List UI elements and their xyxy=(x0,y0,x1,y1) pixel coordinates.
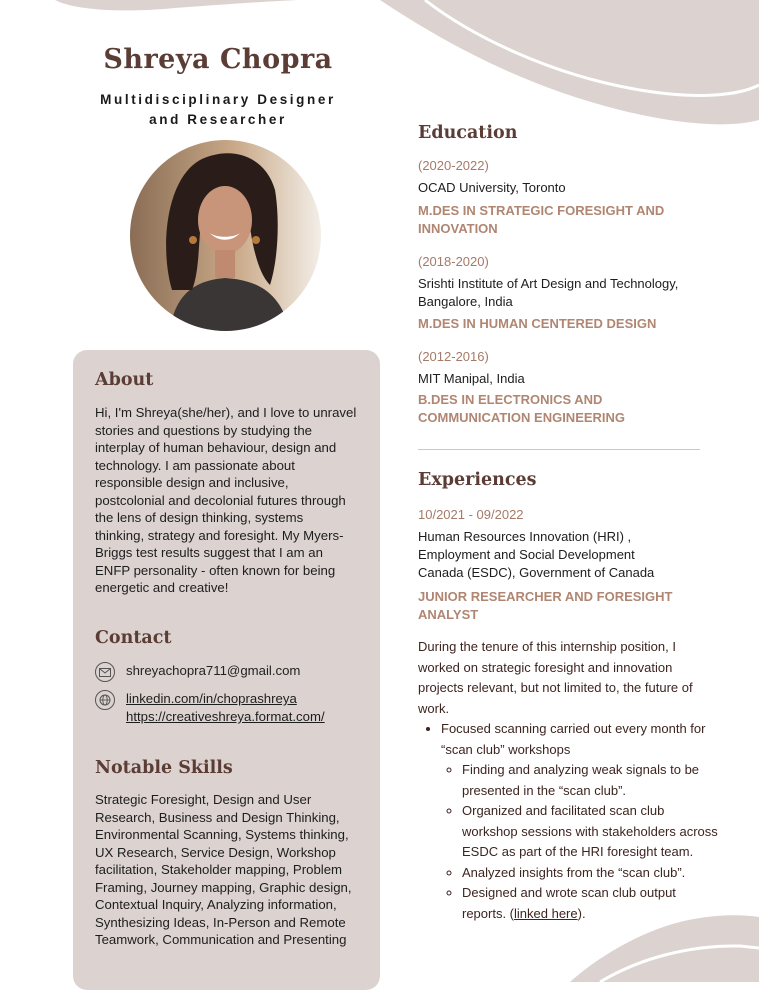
skills-line: Research, Business and Design Thinking, xyxy=(95,809,340,825)
education-heading: Education xyxy=(418,123,518,143)
degree-line: B.DES IN ELECTRONICS AND xyxy=(418,392,603,407)
education-degree: M.DES IN HUMAN CENTERED DESIGN xyxy=(418,316,657,331)
candidate-name: Shreya Chopra xyxy=(103,44,333,75)
skills-line: facilitation, Stakeholder mapping, Problem xyxy=(95,862,343,877)
about-line: Briggs test results suggest that I am an xyxy=(95,545,323,560)
skills-line: Synthesizing Ideas, In-Person and Remote xyxy=(95,914,346,930)
role-line: JUNIOR RESEARCHER AND FORESIGHT xyxy=(418,589,673,604)
about-line: technology. I am passionate about xyxy=(95,457,295,473)
experience-dates: 10/2021 - 09/2022 xyxy=(418,507,524,522)
skills-line: Framing, Journey mapping, Graphic design, xyxy=(95,879,352,895)
globe-icon xyxy=(95,690,115,710)
bullet-text: ). xyxy=(577,905,586,921)
about-heading: About xyxy=(95,370,154,390)
education-degree xyxy=(418,202,664,238)
organization-line: Human Resources Innovation (HRI) , xyxy=(418,529,632,544)
skills-line: UX Research, Service Design, Workshop xyxy=(95,844,336,860)
skills-line: Teamwork, Communication and Presenting xyxy=(95,932,347,947)
about-line: the lens of design thinking, systems xyxy=(95,510,304,525)
role-line: ANALYST xyxy=(418,607,479,622)
title-line: and Researcher xyxy=(149,112,287,127)
about-line: ENFP personality - often known for being xyxy=(95,562,336,578)
profile-photo xyxy=(130,140,321,331)
experience-organization xyxy=(418,528,654,582)
about-line: Hi, I'm Shreya(she/her), and I love to unravel xyxy=(95,405,357,420)
institution-line: Srishti Institute of Art Design and Technology, xyxy=(418,276,679,291)
skills-line: Strategic Foresight, Design and User xyxy=(95,792,312,807)
about-line: interplay of human behaviour, design and xyxy=(95,440,337,455)
experience-heading: Experiences xyxy=(418,470,537,490)
education-degree xyxy=(418,391,625,427)
bullet-text: Designed and wrote scan club output reports. ( xyxy=(462,885,676,921)
skills-heading: Notable Skills xyxy=(95,758,233,778)
list-item: ◦ Organized and facilitated scan club workshop sessions with stakeholders across ESDC as part of the HRI foresight team. xyxy=(462,801,721,863)
education-institution: MIT Manipal, India xyxy=(418,371,525,386)
organization-line: Canada (ESDC), Government of Canada xyxy=(418,565,655,580)
list-item: ◦ Analyzed insights from the “scan club”. xyxy=(462,863,721,884)
organization-line: Employment and Social Development xyxy=(418,547,635,562)
education-years: (2020-2022) xyxy=(418,158,489,173)
institution-line: Bangalore, India xyxy=(418,294,513,309)
about-line: energetic and creative! xyxy=(95,580,229,595)
education-institution: OCAD University, Toronto xyxy=(418,180,566,195)
linkedin-link[interactable]: linkedin.com/in/choprashreya xyxy=(126,691,297,706)
degree-line: INNOVATION xyxy=(418,221,498,236)
section-divider xyxy=(418,449,700,450)
list-item xyxy=(441,719,721,924)
about-line: stories and questions by studying the xyxy=(95,422,312,438)
skills-line: Contextual Inquiry, Analyzing information, xyxy=(95,897,337,912)
experience-description: During the tenure of this internship position, I worked on strategic foresight and innovation projects relevant, but not limited to, the future of work. xyxy=(418,639,693,716)
contact-web-row xyxy=(95,690,325,726)
reports-link[interactable]: linked here xyxy=(514,905,578,921)
education-years: (2018-2020) xyxy=(418,254,489,269)
degree-line: M.DES IN STRATEGIC FORESIGHT AND xyxy=(418,203,665,218)
degree-line: COMMUNICATION ENGINEERING xyxy=(418,410,626,425)
candidate-title xyxy=(60,90,376,130)
list-item xyxy=(462,883,721,924)
education-years: (2012-2016) xyxy=(418,349,489,364)
contact-heading: Contact xyxy=(95,628,172,648)
email-text[interactable]: shreyachopra711@gmail.com xyxy=(126,663,301,678)
list-item: ◦ Finding and analyzing weak signals to be presented in the “scan club”. xyxy=(462,760,721,801)
about-line: thinking, strategy and foresight. My Myers- xyxy=(95,527,344,543)
website-link[interactable]: https://creativeshreya.format.com/ xyxy=(126,709,325,724)
about-line: postcolonial and decolonial futures through xyxy=(95,492,346,508)
contact-email-row xyxy=(95,662,300,682)
title-line: Multidisciplinary Designer xyxy=(100,92,336,107)
bullet-text: Focused scanning carried out every month for “scan club” workshops xyxy=(441,721,706,757)
about-text xyxy=(95,404,370,597)
experience-bullets xyxy=(422,719,721,924)
skills-line: Environmental Scanning, Systems thinking, xyxy=(95,827,349,842)
experience-sub-bullets xyxy=(441,760,721,924)
about-line: responsible design and inclusive, xyxy=(95,475,289,490)
envelope-icon xyxy=(95,662,115,682)
education-institution xyxy=(418,275,678,311)
skills-text xyxy=(95,791,375,949)
experience-role xyxy=(418,588,672,624)
